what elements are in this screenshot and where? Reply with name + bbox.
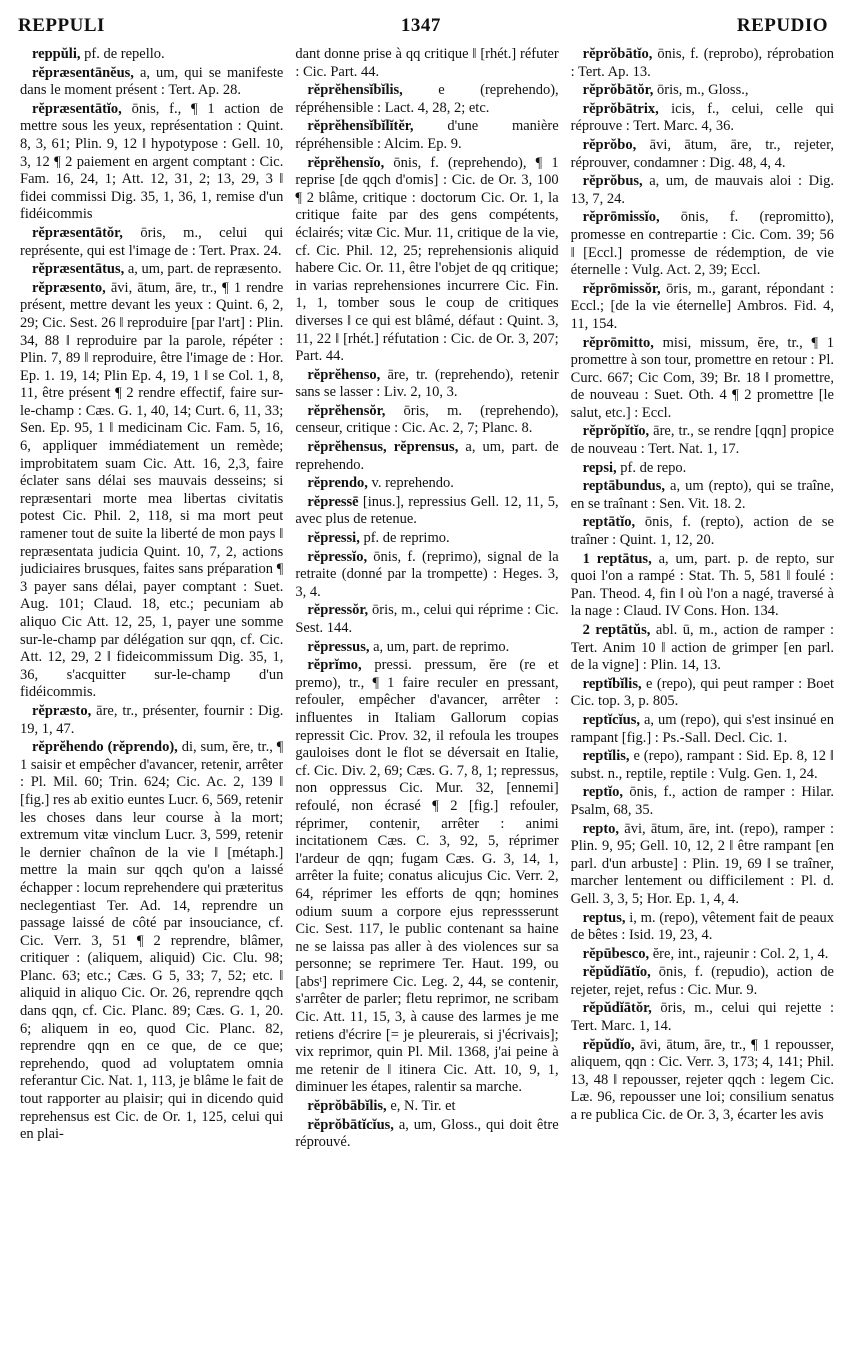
entry-headword: reptĭlis, xyxy=(582,748,630,765)
entry-headword: reptĭbĭlis, xyxy=(582,675,642,692)
entry-definition: a, um (repto), qui se traîne, en se traînant : Sen. Vit. 18. 2. xyxy=(570,478,834,512)
dictionary-page xyxy=(20,46,834,1354)
entry-headword: reptus, xyxy=(582,909,626,926)
entry-definition: ōnis, f., ¶ 1 action de mettre sous les yeux, représentation : Quint. 8, 3, 61; Plin. 9, 12 ‖ hypotypose : Gell. 10, 3, 12 ¶ 2 paiement en argent comptant : Cic. Fam. 16, 24, 1; Att. 12, 31, 2; 13, 29, 3 ‖ fidei commissi Dig. 35, 1, 36, 1, remise d'un fidéicommis xyxy=(20,100,284,223)
dictionary-entry xyxy=(571,514,834,549)
entry-headword: rĕprŏbābĭlis, xyxy=(307,1098,387,1115)
dictionary-entry xyxy=(571,1000,834,1035)
dictionary-entry xyxy=(295,439,558,474)
dictionary-entry xyxy=(571,964,834,999)
entry-definition: pf. de repello. xyxy=(80,46,165,62)
dictionary-entry xyxy=(571,82,834,100)
dictionary-entry xyxy=(295,549,558,602)
dictionary-entry xyxy=(295,46,558,81)
entry-headword: rĕprŏbātŏr, xyxy=(582,82,654,99)
entry-definition: ōnis, f. (reprehendo), ¶ 1 reprise [de qqch d'omis] : Cic. de Or. 3, 100 ¶ 2 blâme, critique : doctorum Cic. Or. 1, la critique faite par des gens compétents, éclairés; vitæ Cic. Mur. 11, critique de la vie, cf. Cic. Phil. 12, 25; reprehensionis aliquid habere Cic. Or. 11, être l'objet de qq critique; in varias reprehensiones incurrere Cic. Fin. 1, 1, tomber sous le coup de critiques diverses ‖ ce qui est blâmé, défaut : Quint. 3, 11, 22 ‖ [rhét.] réfutation : Cic. de Or. 3, 207; Part. 44. xyxy=(295,154,559,365)
dictionary-entry xyxy=(571,910,834,945)
entry-definition: e (reprehendo), répréhensible : Lact. 4, 28, 2; etc. xyxy=(295,82,559,116)
entry-definition: ōris, m., celui qui réprime : Cic. Sest. 144. xyxy=(295,602,559,636)
entry-definition: ōnis, f. (reprimo), signal de la retraite (donné par la trompette) : Heges. 3, 3, 4. xyxy=(295,548,559,600)
entry-headword: rĕprĭmo, xyxy=(307,657,362,674)
dictionary-entry xyxy=(571,460,834,478)
entry-definition: pressi. pressum, ĕre (re et premo), tr., ¶ 1 faire reculer en pressant, refouler, empêcher d'avancer, arrêter : influentes in Italiam Gallorum copias repressit Cic. Prov. 32, il refoula les troupes gauloises dont le flot se déversait en Italie, cf. Cic. Div. 2, 69; Cæs. G. 7, 8, 1; repressus, non oppressus Cic. Mur. 32, [ennemi] refoulé, non écrasé ¶ 2 [fig.] refouler, réprimer, contenir, arrêter : animi incitationem Cæs. C. 3, 92, 5, réprimer l'ardeur de qqn; fugam Cæs. G. 3, 14, 1, arrêter la fuite; conatus alicujus Cic. Verr. 2, 64, réprimer les efforts de qqn; homines odium suum a corpore ejus repressserunt Cic. Sest. 117, le public contenant sa haine ne se laissa pas aller à des violences sur sa personne; se reprimere Ter. Haut. 199, ou [absᵗ] reprimere Cic. Leg. 2, 44, se contenir, s'arrêter de parler; fletu reprimor, ne scribam Cic. Att. 11, 15, 3, à cause des larmes je me retiens d'écrire [= je pleurerais, si j'écrivais]; vix reprimor, quin Pl. Mil. 1368, j'ai peine à me retenir de ‖ itinera Cic. Att. 10, 9, 1, diminuer les étapes, ralentir sa marche. xyxy=(295,657,559,1096)
dictionary-entry xyxy=(571,784,834,819)
entry-headword: rĕprŏbus, xyxy=(582,173,643,190)
entry-definition: e (repo), qui peut ramper : Boet Cic. top. 3, p. 805. xyxy=(570,675,834,710)
entry-definition: di, sum, ĕre, tr., ¶ 1 saisir et empêcher d'avancer, retenir, arrêter : Pl. Mil. 60; Trin. 624; Cic. Ac. 2, 139 ‖ [fig.] res ab exitio euntes Lucr. 6, 569, retenir les choses dans leur course à la mort; extremum vitæ vinclum Lucr. 3, 599, retenir le dernier chaînon de la vie ‖ [métaph.] mettre la main sur qqch qu'on a laissé échapper : locum reprehendere qui præteritus neclegentiast Ter. Ad. 14, reprendre un passage laissé de côté par insouciance, cf. Cic. Verr. 3, 51 ¶ 2 reprendre, blâmer, critiquer : (aliquem, aliquid) Cic. Clu. 98; Planc. 63; etc.; Cæs. G 5, 33; 7, 52; etc. ‖ aliquid in aliquo Cic. Or. 26, reprendre qqch dans qqn, cf. Cic. Planc. 89; Cæs. G. 1, 20. 6; aliquem in eo, quod Cic. Planc. 82, reprendre qqn en ce que, de ce que; reprehendo, quod ad voluptatem omnia referantur Cic. Nat. 1, 113, je blâme le fait de tout rapporter au plaisir; qui in dicendo quid reprehensus est Cic. de Or. 1, 125, celui qui en plai- xyxy=(20,739,284,1143)
entry-headword: rĕpræsentātŏr, xyxy=(32,224,123,241)
entry-headword: rĕpūbesco, xyxy=(582,945,650,962)
entry-definition: i, m. (repo), vêtement fait de peaux de bêtes : Isid. 19, 23, 4. xyxy=(570,909,834,944)
entry-definition: āvi, ātum, āre, tr., ¶ 1 repousser, aliquem, qqn : Cic. Verr. 3, 173; 4, 141; Phil. 13, 48 ‖ repousser, rejeter qqch : legem Cic. Læ. 96, repousser une loi; consilium senatus a re publica Cic. de Or. 3, 3, écarter les avis xyxy=(570,1036,834,1124)
header-left-word: REPPULI xyxy=(18,15,105,36)
column-left xyxy=(20,46,283,1354)
entry-definition: ōnis, f. (repto), action de se traîner : Quint. 1, 12, 20. xyxy=(570,514,834,549)
entry-headword: rĕpressĭo, xyxy=(307,548,368,565)
dictionary-entry xyxy=(571,423,834,458)
running-header xyxy=(18,14,828,38)
entry-definition: ōnis, f. (reprobo), réprobation : Tert. Ap. 13. xyxy=(570,46,834,80)
entry-headword: rĕpŭdĭātĭo, xyxy=(582,964,651,981)
dictionary-entry xyxy=(571,676,834,711)
dictionary-entry xyxy=(571,821,834,909)
entry-definition: pf. de repo. xyxy=(616,459,687,476)
dictionary-entry xyxy=(20,65,283,100)
entry-headword: rĕprĕhenso, xyxy=(307,366,381,383)
dictionary-entry xyxy=(571,712,834,747)
entry-definition: ōris, m. (reprehendo), censeur, critique : Cic. Ac. 2, 7; Planc. 8. xyxy=(295,402,559,437)
entry-headword: rĕpræsentātus, xyxy=(32,261,125,278)
entry-headword: rĕpressi, xyxy=(307,530,360,547)
dictionary-entry xyxy=(571,173,834,208)
dictionary-entry xyxy=(571,101,834,136)
entry-definition: āre, tr., se rendre [qqn] propice de nouveau : Tert. Nat. 1, 17. xyxy=(570,423,834,458)
dictionary-entry xyxy=(571,209,834,279)
entry-headword: rĕprōmitto, xyxy=(582,334,654,351)
entry-definition: a, um, qui se manifeste dans le moment présent : Tert. Ap. 28. xyxy=(20,64,284,99)
entry-definition: abl. ū, m., action de ramper : Tert. Anim 10 ‖ action de grimper [en parl. de la vigne] : Plin. 14, 13. xyxy=(570,622,834,674)
dictionary-entry xyxy=(20,280,283,702)
entry-definition: icis, f., celui, celle qui réprouve : Tert. Marc. 4, 36. xyxy=(570,100,834,135)
entry-headword: rĕprŏbātĭcĭus, xyxy=(307,1116,394,1133)
entry-headword: rĕprŏbo, xyxy=(582,136,637,153)
dictionary-entry xyxy=(295,657,558,1097)
entry-definition: āre, tr. (reprehendo), retenir sans se lasser : Liv. 2, 10, 3. xyxy=(295,366,559,401)
entry-headword: rĕprŏbātĭo, xyxy=(582,46,653,62)
entry-headword: 1 reptātus, xyxy=(582,550,652,567)
entry-definition: d'une manière répréhensible : Alcim. Ep. 9. xyxy=(295,118,559,152)
dictionary-entry xyxy=(571,946,834,964)
dictionary-entry xyxy=(20,46,283,64)
entry-definition: āvi, ātum, āre, tr., ¶ 1 rendre présent, mettre devant les yeux : Quint. 6, 2, 29; Cic. Sest. 26 ‖ reproduire [par l'art] : Plin. 34, 88 ‖ reproduire par la parole, répéter : Plin. 7, 89 ‖ reproduire, être l'image de : Hor. Ep. 1. 19, 14; Plin Ep. 4, 19, 1 ‖ se Col. 1, 8, 11, être présent ¶ 2 rendre effectif, faire sur-le-champ : Cæs. G. 1, 40, 14; Curt. 6, 11, 33; Sen. Ep. 95, 1 ‖ medicinam Cic. Fam. 5, 16, 6, appliquer immédiatement un remède; improbitatem suam Cic. Att. 16, 2,3, faire éclater sans délai ses mauvais desseins; si repræsentari morte mea libertas civitatis potest Cic. Phil. 2, 118, si ma mort peut ramener tout de suite la liberté de mon pays ‖ repræsentata judicia Quint. 10, 7, 2, actions judiciaires brusques, faites sans préparation ¶ 3 payer sans délai, payer comptant : Suet. Aug. 101; Claud. 18, etc.; pecuniam ab aliquo Cic Att. 12, 25, 1, payer une somme sur-le-champ par délégation sur qqn, cf. Cic. Att. 12, 29, 2 ‖ fideicommissum Dig. 35, 1, 36, s'acquitter sur-le-champ d'un fidéicommis. xyxy=(20,279,284,701)
entry-definition: ōnis, f. (repudio), action de rejeter, rejet, refus : Cic. Mur. 9. xyxy=(570,964,834,998)
entry-definition: ōris, m., garant, répondant : Eccl.; [de la vie éternelle] Ambros. Fid. 4, 11, 154. xyxy=(570,280,834,332)
entry-headword: reppŭli, xyxy=(32,46,81,62)
page-number: 1347 xyxy=(400,15,441,36)
dictionary-entry xyxy=(295,118,558,153)
dictionary-entry xyxy=(20,225,283,260)
header-right-word: REPUDIO xyxy=(736,15,828,36)
entry-headword: rĕprĕhendo (rĕprendo), xyxy=(32,739,178,756)
entry-definition: a, um (repo), qui s'est insinué en rampant [fig.] : Ps.-Sall. Decl. Cic. 1. xyxy=(570,711,834,746)
entry-headword: rĕpŭdĭātŏr, xyxy=(582,1000,652,1017)
entry-headword: rĕpræsentātĭo, xyxy=(32,100,122,117)
entry-definition: āvi, ātum, āre, int. (repo), ramper : Plin. 9, 95; Gell. 10, 12, 2 ‖ être rampant [en parl. d'un arbuste] : Plin. 19, 69 ‖ se traîner, marcher lentement ou difficilement : Pl. d. Gell. 3, 3, 5; Hor. Ep. 1, 4, 4. xyxy=(570,820,834,907)
entry-definition: e, N. Tir. et xyxy=(386,1098,456,1115)
entry-definition: ōris, m., Gloss., xyxy=(653,82,749,99)
dictionary-entry xyxy=(295,602,558,637)
entry-headword: rĕpræsto, xyxy=(32,702,92,719)
entry-headword: rĕpŭdĭo, xyxy=(582,1036,635,1053)
dictionary-entry xyxy=(295,367,558,402)
dictionary-entry xyxy=(571,1037,834,1125)
entry-definition: āvi, ātum, āre, tr., rejeter, réprouver, condamner : Dig. 48, 4, 4. xyxy=(570,136,834,171)
entry-definition: a, um, part. de repræsento. xyxy=(124,261,282,278)
dictionary-entry xyxy=(295,530,558,548)
entry-definition: a, um, part. de reprimo. xyxy=(369,638,510,655)
entry-headword: rĕpressē xyxy=(307,493,359,510)
entry-headword: rĕprendo, xyxy=(307,475,368,492)
entry-headword: reptābundus, xyxy=(582,478,665,495)
entry-definition: e (repo), rampant : Sid. Ep. 8, 12 ‖ subst. n., reptile, reptile : Vulg. Gen. 1, 24. xyxy=(570,748,834,782)
entry-definition: [inus.], repressius Gell. 12, 11, 5, avec plus de retenue. xyxy=(295,493,559,528)
dictionary-entry xyxy=(295,155,558,366)
entry-definition: a, um, de mauvais aloi : Dig. 13, 7, 24. xyxy=(570,173,834,207)
entry-definition: ōris, m., celui qui représente, qui est l'image de : Tert. Prax. 24. xyxy=(20,224,284,259)
entry-definition: v. reprehendo. xyxy=(367,475,454,492)
entry-headword: rĕpressus, xyxy=(307,638,370,655)
dictionary-entry xyxy=(295,403,558,438)
dictionary-entry xyxy=(20,739,283,1144)
entry-headword: rĕpræsento, xyxy=(32,279,106,296)
dictionary-entry xyxy=(20,101,283,224)
dictionary-entry xyxy=(295,1117,558,1152)
dictionary-entry xyxy=(571,622,834,675)
dictionary-entry xyxy=(295,1098,558,1116)
entry-headword: reptātĭo, xyxy=(582,514,636,531)
dictionary-entry xyxy=(295,82,558,117)
entry-definition: a, um, part. de reprehendo. xyxy=(295,439,559,473)
entry-definition: āre, tr., présenter, fournir : Dig. 19, 1, 47. xyxy=(20,702,284,737)
entry-headword: rĕpressŏr, xyxy=(307,602,369,619)
dictionary-entry xyxy=(20,261,283,279)
dictionary-entry xyxy=(571,335,834,423)
dictionary-entry xyxy=(295,639,558,657)
entry-definition: pf. de reprimo. xyxy=(359,530,450,547)
dictionary-entry xyxy=(571,478,834,513)
entry-definition: dant donne prise à qq critique ‖ [rhét.] réfuter : Cic. Part. 44. xyxy=(295,46,559,80)
dictionary-entry xyxy=(295,475,558,493)
entry-definition: ĕre, int., rajeunir : Col. 2, 1, 4. xyxy=(649,945,829,962)
entry-definition: ōris, m., celui qui rejette : Tert. Marc. 1, 14. xyxy=(570,1000,834,1035)
entry-headword: rĕprōmissŏr, xyxy=(582,280,661,297)
entry-headword: rĕprŏpĭtĭo, xyxy=(582,423,650,440)
entry-headword: rĕprĕhensĭo, xyxy=(307,154,385,171)
column-middle xyxy=(295,46,558,1354)
dictionary-entry xyxy=(571,748,834,783)
column-right xyxy=(571,46,834,1354)
entry-headword: reptĭo, xyxy=(582,784,624,801)
entry-definition: misi, missum, ĕre, tr., ¶ 1 promettre à son tour, promettre en retour : Pl. Curc. 667; Cic Com, 39; Br. 18 ‖ promettre, de nouveau : Suet. Oth. 4 ¶ 2 promettre [le salut, etc.] : Eccl. xyxy=(570,334,834,421)
entry-headword: rĕprĕhensus, rĕprensus, xyxy=(307,439,459,456)
entry-headword: rĕprōmissĭo, xyxy=(582,209,660,226)
entry-headword: 2 reptātŭs, xyxy=(582,622,651,638)
entry-definition: a, um, part. p. de repto, sur quoi l'on a rampé : Stat. Th. 5, 581 ‖ foulé : Pan. Theod. 4, fin ‖ où l'on a nagé, traversé à la nage : Claud. IV Cons. Hon. 134. xyxy=(570,550,834,620)
entry-headword: rĕprĕhensĭbĭlĭtĕr, xyxy=(307,118,414,135)
entry-headword: rĕprĕhensĭbĭlis, xyxy=(307,82,403,99)
dictionary-entry xyxy=(571,551,834,621)
entry-headword: rĕprŏbātrix, xyxy=(582,100,659,117)
entry-definition: ōnis, f. (repromitto), promesse en contrepartie : Cic. Com. 39; 56 ‖ [Eccl.] promesse de rédemption, de vie éternelle : Vulg. Act. 2, 39; Eccl. xyxy=(570,209,834,279)
dictionary-entry xyxy=(571,46,834,81)
entry-definition: a, um, Gloss., qui doit être réprouvé. xyxy=(295,1116,559,1151)
dictionary-entry xyxy=(295,494,558,529)
entry-headword: reptĭcĭus, xyxy=(582,711,640,728)
dictionary-entry xyxy=(571,281,834,334)
dictionary-entry xyxy=(571,137,834,172)
entry-headword: repto, xyxy=(582,820,620,837)
entry-definition: ōnis, f., action de ramper : Hilar. Psalm, 68, 35. xyxy=(570,784,834,818)
entry-headword: rĕprĕhensŏr, xyxy=(307,402,386,419)
entry-headword: repsi, xyxy=(582,459,617,476)
entry-headword: rĕpræsentānĕus, xyxy=(32,64,134,81)
dictionary-entry xyxy=(20,703,283,738)
